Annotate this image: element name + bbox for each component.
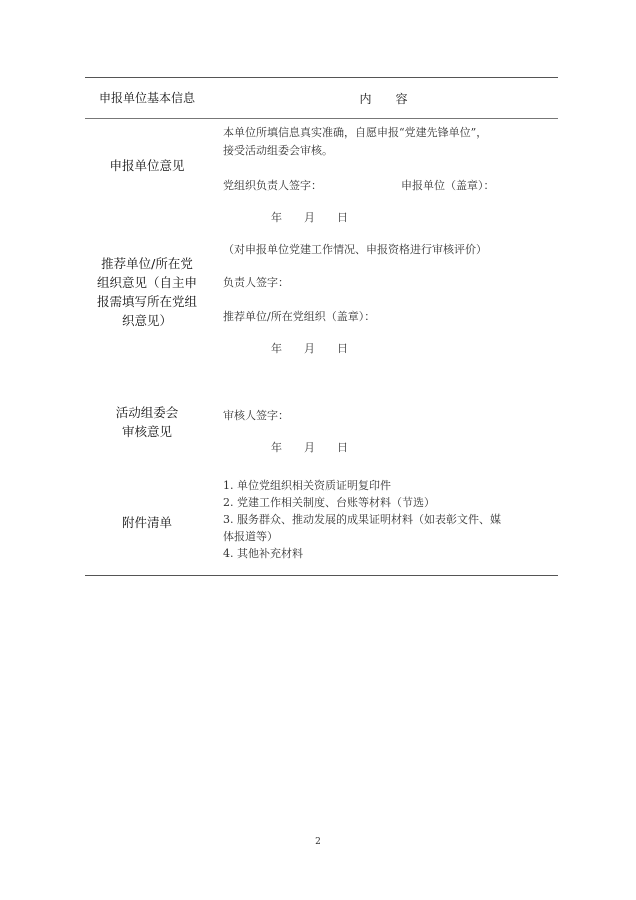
recommender-date: 年 月 日 xyxy=(271,342,348,355)
party-leader-signature-label: 党组织负责人签字： xyxy=(223,179,322,192)
table-header-row xyxy=(85,78,558,119)
applicant-statement-line2: 接受活动组委会审核。 xyxy=(223,144,333,157)
committee-review-date: 年 月 日 xyxy=(271,441,348,454)
reviewer-signature-label: 审核人签字： xyxy=(223,409,289,422)
page-number: 2 xyxy=(315,837,321,847)
committee-review-row xyxy=(85,378,558,466)
recommender-seal-label: 推荐单位/所在党组织（盖章）： xyxy=(223,310,376,323)
applicant-date: 年 月 日 xyxy=(271,211,348,224)
application-form-table xyxy=(85,77,558,576)
attachment-item: 1. 单位党组织相关资质证明复印件 xyxy=(223,479,391,492)
recommender-instruction: （对申报单位党建工作情况、申报资格进行审核评价） xyxy=(223,243,487,256)
applicant-seal-label: 申报单位（盖章）： xyxy=(401,179,495,192)
attachment-item: 2. 党建工作相关制度、台账等材料（节选） xyxy=(223,496,435,509)
header-left-cell: 申报单位基本信息 xyxy=(98,90,195,105)
attachments-row xyxy=(85,472,558,572)
attachment-item: 3. 服务群众、推动发展的成果证明材料（如表彰文件、媒 xyxy=(223,513,501,526)
committee-review-label: 活动组委会审核意见 xyxy=(115,405,179,439)
attachments-label: 附件清单 xyxy=(121,514,172,530)
recommender-signature-label: 负责人签字： xyxy=(223,276,289,289)
attachment-item: 4. 其他补充材料 xyxy=(223,547,303,560)
applicant-statement-line1: 本单位所填信息真实准确，自愿申报“党建先锋单位”， xyxy=(223,126,488,139)
header-right-cell: 内 容 xyxy=(359,91,408,106)
applicant-opinion-label: 申报单位意见 xyxy=(109,157,185,173)
applicant-opinion-row xyxy=(85,118,558,212)
recommender-opinion-label: 推荐单位/所在党组织意见（自主申报需填写所在党组织意见） xyxy=(96,256,197,328)
attachment-item: 体报道等） xyxy=(223,530,278,543)
recommender-opinion-row xyxy=(85,228,558,356)
